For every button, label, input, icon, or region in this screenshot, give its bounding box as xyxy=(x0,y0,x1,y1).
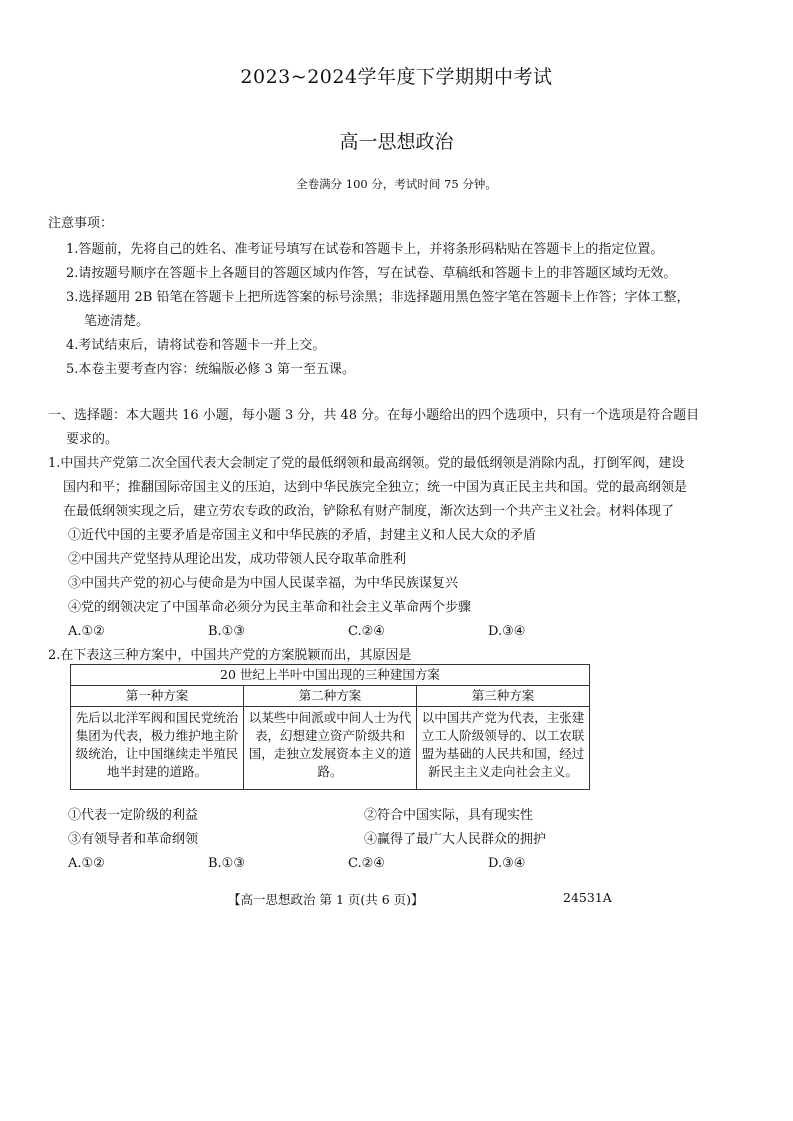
statement-row xyxy=(48,804,768,828)
statement-option: ②符合中国实际，具有现实性 xyxy=(364,808,534,823)
question-2-options xyxy=(48,804,768,876)
notice-item xyxy=(48,358,768,382)
choice-c: C.②④ xyxy=(348,624,385,639)
table-header: 第二种方案 xyxy=(244,686,417,707)
question-stem-line: 2.在下表这三种方案中，中国共产党的方案脱颖而出，其原因是 xyxy=(48,648,412,663)
table-cell: 先后以北洋军阀和国民党统治集团为代表，极力维护地主阶级统治，让中国继续走半殖民地半封建的道路。 xyxy=(71,707,244,790)
choice-a: A.①② xyxy=(68,624,105,639)
notice-item-text: 4.考试结束后，请将试卷和答题卡一并上交。 xyxy=(66,338,326,353)
table-cell: 以中国共产党为代表，主张建立工人阶级领导的、以工农联盟为基础的人民共和国，经过新民主主义走向社会主义。 xyxy=(417,707,590,790)
page-footer: 【高一思想政治 第 1 页(共 6 页)】 xyxy=(228,892,424,907)
statement-option: ④赢得了最广大人民群众的拥护 xyxy=(364,832,547,847)
answer-choices xyxy=(48,620,768,644)
table-caption: 20 世纪上半叶中国出现的三种建国方案 xyxy=(71,665,590,686)
table-header: 第三种方案 xyxy=(417,686,590,707)
exam-subject: 高一思想政治 xyxy=(339,131,454,153)
section-heading-line: 要求的。 xyxy=(66,432,119,447)
section-heading-line: 一、选择题：本大题共 16 小题，每小题 3 分，共 48 分。在每小题给出的四个选项中，只有一个选项是符合题目 xyxy=(48,408,700,423)
question-stem-line: 1.中国共产党第二次全国代表大会制定了党的最低纲领和最高纲领。党的最低纲领是消除内乱，打倒军阀，建设 xyxy=(48,456,685,471)
table-header: 第一种方案 xyxy=(71,686,244,707)
notice-item xyxy=(48,334,768,358)
statement-option: ②中国共产党坚持从理论出发，成功带领人民夺取革命胜利 xyxy=(68,552,407,567)
notice-heading: 注意事项： xyxy=(48,216,114,231)
notice-section xyxy=(48,214,768,382)
exam-meta: 全卷满分 100 分，考试时间 75 分钟。 xyxy=(296,177,497,191)
statement-option: ④党的纲领决定了中国革命必须分为民主革命和社会主义革命两个步骤 xyxy=(68,600,472,615)
choice-b: B.①③ xyxy=(208,624,245,639)
notice-item-continuation: 笔迹清楚。 xyxy=(84,314,150,329)
question-1 xyxy=(48,452,768,644)
statement-row xyxy=(48,828,768,852)
table-cell: 以某些中间派或中间人士为代表，幻想建立资产阶级共和国，走独立发展资本主义的道路。 xyxy=(244,707,417,790)
notice-item-text: 5.本卷主要考查内容：统编版必修 3 第一至五课。 xyxy=(66,362,355,377)
question-stem-line: 在最低纲领实现之后，建立劳农专政的政治，铲除私有财产制度，渐次达到一个共产主义社会。材料体现了 xyxy=(63,504,675,519)
paper-code: 24531A xyxy=(563,890,612,905)
section-heading xyxy=(48,404,768,452)
notice-item-text: 1.答题前，先将自己的姓名、准考证号填写在试卷和答题卡上，并将条形码粘贴在答题卡上的指定位置。 xyxy=(66,242,664,257)
choice-d: D.③④ xyxy=(488,624,526,639)
choice-a: A.①② xyxy=(68,856,105,871)
notice-item-text: 2.请按题号顺序在答题卡上各题目的答题区域内作答，写在试卷、草稿纸和答题卡上的非答题区域均无效。 xyxy=(66,266,677,281)
notice-item xyxy=(48,262,768,286)
choice-d: D.③④ xyxy=(488,856,526,871)
plans-table xyxy=(70,664,590,790)
statement-option: ③有领导者和革命纲领 xyxy=(68,832,199,847)
answer-choices xyxy=(48,852,768,876)
notice-item xyxy=(48,238,768,262)
statement-option: ③中国共产党的初心与使命是为中国人民谋幸福，为中华民族谋复兴 xyxy=(68,576,459,591)
statement-option: ①近代中国的主要矛盾是帝国主义和中华民族的矛盾，封建主义和人民大众的矛盾 xyxy=(68,528,537,543)
choice-c: C.②④ xyxy=(348,856,385,871)
choice-b: B.①③ xyxy=(208,856,245,871)
notice-item-text: 3.选择题用 2B 铅笔在答题卡上把所选答案的标号涂黑；非选择题用黑色签字笔在答题卡上作答；字体工整， xyxy=(66,290,690,305)
exam-title: 2023~2024学年度下学期期中考试 xyxy=(240,66,553,88)
question-stem-line: 国内和平；推翻国际帝国主义的压迫，达到中华民族完全独立；统一中国为真正民主共和国。党的最高纲领是 xyxy=(63,480,688,495)
statement-option: ①代表一定阶级的利益 xyxy=(68,808,199,823)
notice-item xyxy=(48,286,768,334)
